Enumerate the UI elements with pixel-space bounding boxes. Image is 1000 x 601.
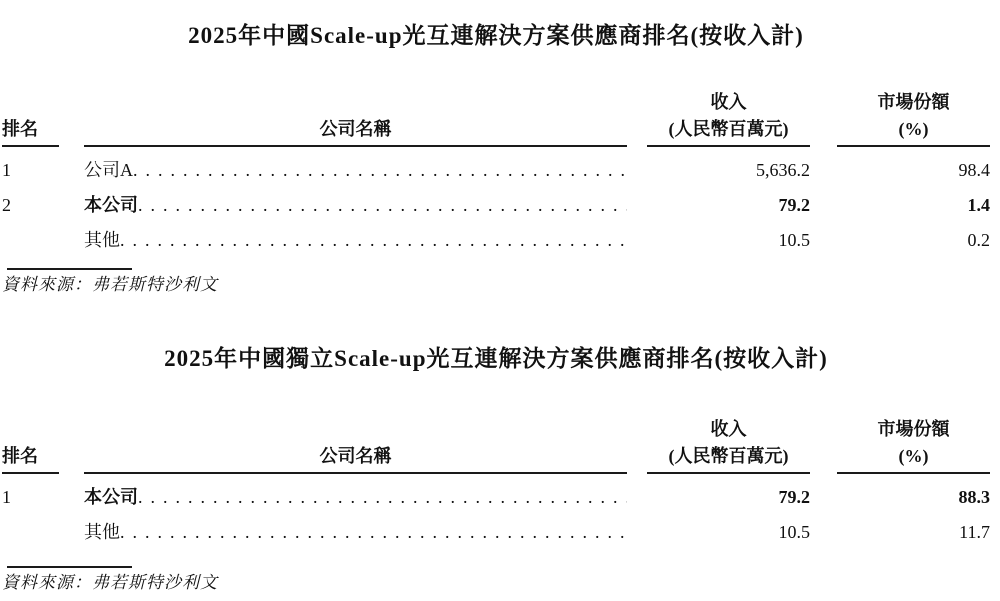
dot-leader [133,153,627,188]
table-body [2,153,990,258]
revenue-cell: 79.2 [778,195,810,216]
table-body [2,480,990,550]
company-cell [84,153,627,188]
dot-leader [138,188,627,223]
company-name: 其他 [84,230,120,251]
column-header-company: 公司名稱 [84,116,627,147]
dot-leader [120,223,627,258]
market-share-cell: 1.4 [967,195,990,216]
column-header-market-share: 市場份額 (%) [837,416,990,474]
table-row [2,515,990,550]
source-divider-rule [7,268,132,270]
market-share-cell: 98.4 [958,160,990,181]
company-cell [84,188,627,223]
rank-cell: 2 [2,195,11,216]
table-row [2,153,990,188]
revenue-cell: 79.2 [778,487,810,508]
dot-leader [138,480,627,515]
company-name: 本公司 [84,487,138,508]
table-row [2,223,990,258]
source-note: 資料來源：弗若斯特沙利文 [2,275,218,295]
table-header-row [2,416,990,474]
company-name: 公司A [84,160,133,181]
ranking-table-independent-scale-up [2,344,990,594]
revenue-cell: 10.5 [778,230,810,251]
market-share-cell: 11.7 [959,522,990,543]
company-cell [84,223,627,258]
market-share-cell: 88.3 [958,487,990,508]
table-row [2,188,990,223]
company-cell [84,480,627,515]
rank-cell: 1 [2,160,11,181]
source-divider-rule [7,566,132,568]
rank-cell: 1 [2,487,11,508]
company-name: 本公司 [84,195,138,216]
table-title: 2025年中國Scale-up光互連解決方案供應商排名(按收入計) [188,23,804,49]
column-header-revenue: 收入 (人民幣百萬元) [647,416,810,474]
table-title: 2025年中國獨立Scale-up光互連解決方案供應商排名(按收入計) [164,346,828,372]
revenue-cell: 10.5 [778,522,810,543]
revenue-cell: 5,636.2 [756,160,810,181]
ranking-table-scale-up [2,21,990,296]
column-header-market-share: 市場份額 (%) [837,89,990,147]
table-row [2,480,990,515]
company-cell [84,515,627,550]
column-header-rank: 排名 [2,116,59,147]
source-note: 資料來源：弗若斯特沙利文 [2,573,218,593]
dot-leader [120,515,627,550]
column-header-company: 公司名稱 [84,443,627,474]
column-header-rank: 排名 [2,443,59,474]
market-share-cell: 0.2 [967,230,990,251]
column-header-revenue: 收入 (人民幣百萬元) [647,89,810,147]
table-header-row [2,89,990,147]
company-name: 其他 [84,522,120,543]
